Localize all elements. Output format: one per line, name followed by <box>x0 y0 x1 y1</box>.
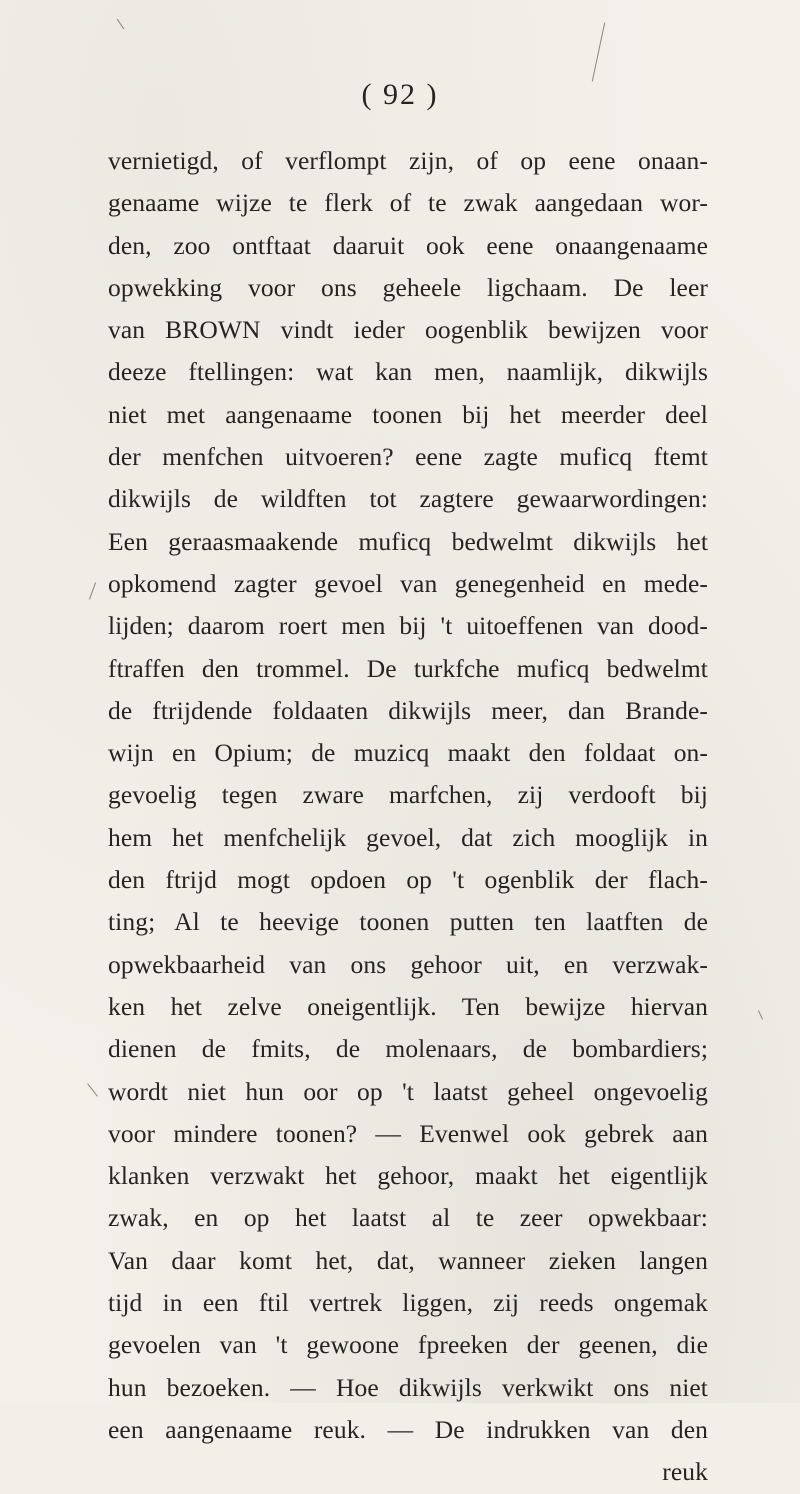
text-line: dienen de fmits, de molenaars, de bombardiers; <box>108 1034 708 1064</box>
text-line: een aangenaame reuk. — De indrukken van den <box>108 1414 708 1444</box>
text-line: opwekking voor ons geheele ligchaam. De leer <box>108 272 708 302</box>
text-line: hem het menfchelijk gevoel, dat zich mooglijk in <box>108 822 708 852</box>
text-line: den ftrijd mogt opdoen op 't ogenblik der flach- <box>108 865 708 895</box>
text-line: ting; Al te heevige toonen putten ten laatften de <box>108 907 708 937</box>
text-line: van BROWN vindt ieder oogenblik bewijzen voor <box>108 315 708 345</box>
catchword: reuk <box>662 1457 708 1487</box>
text-line: Van daar komt het, dat, wanneer zieken langen <box>108 1245 708 1275</box>
pencil-mark <box>592 23 605 82</box>
text-line: ftraffen den trommel. De turkfche muficq bedwelmt <box>108 653 708 683</box>
text-line: deeze ftellingen: wat kan men, naamlijk, dikwijls <box>108 357 708 387</box>
text-line: zwak, en op het laatst al te zeer opwekbaar: <box>108 1203 708 1233</box>
text-line: vernietigd, of verflompt zijn, of op eene onaan- <box>108 146 708 175</box>
pencil-mark <box>87 1083 98 1096</box>
text-line: lijden; daarom roert men bij 't uitoeffenen van dood- <box>108 611 708 641</box>
pencil-mark <box>89 582 96 599</box>
text-line: der menfchen uitvoeren? eene zagte muficq ftemt <box>108 442 708 472</box>
text-line: tijd in een ftil vertrek liggen, zij reeds ongemak <box>108 1288 708 1318</box>
pencil-mark <box>117 19 125 29</box>
text-line: den, zoo ontftaat daaruit ook eene onaangenaame <box>108 230 708 260</box>
text-line: gevoelig tegen zware marfchen, zij verdooft bij <box>108 780 708 810</box>
text-line: voor mindere toonen? — Evenwel ook gebrek aan <box>108 1118 708 1148</box>
text-line: de ftrijdende foldaaten dikwijls meer, dan Brande- <box>108 695 708 725</box>
text-line: wordt niet hun oor op 't laatst geheel ongevoelig <box>108 1076 708 1106</box>
text-line: Een geraasmaakende muficq bedwelmt dikwijls het <box>108 526 708 556</box>
text-line: niet met aangenaame toonen bij het meerder deel <box>108 399 708 429</box>
text-line: opwekbaarheid van ons gehoor uit, en verzwak- <box>108 949 708 979</box>
text-line: dikwijls de wildften tot zagtere gewaarwordingen: <box>108 484 708 514</box>
text-line: hun bezoeken. — Hoe dikwijls verkwikt ons niet <box>108 1372 708 1402</box>
text-line: ken het zelve oneigentlijk. Ten bewijze hiervan <box>108 991 708 1021</box>
text-line: genaame wijze te flerk of te zwak aangedaan wor- <box>108 188 708 218</box>
text-line: gevoelen van 't gewoone fpreeken der geenen, die <box>108 1330 708 1360</box>
body-text <box>108 140 708 1494</box>
page-number: ( 92 ) <box>361 78 439 111</box>
text-line: opkomend zagter gevoel van genegenheid en mede- <box>108 568 708 598</box>
text-line: klanken verzwakt het gehoor, maakt het eigentlijk <box>108 1161 708 1191</box>
text-line: wijn en Opium; de muzicq maakt den foldaat on- <box>108 738 708 768</box>
pencil-mark <box>758 1010 763 1019</box>
